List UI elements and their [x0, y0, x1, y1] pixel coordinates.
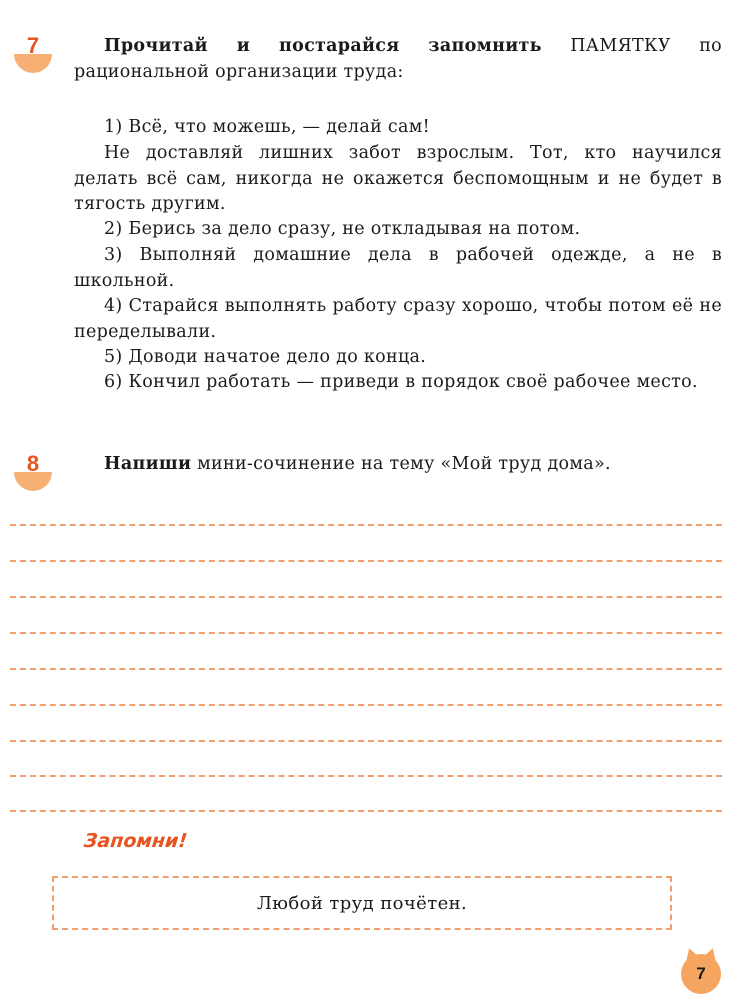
task-8-number — [14, 452, 52, 486]
memo-item-2: 2) Берись за дело сразу, не откладывая на потом. — [104, 219, 581, 239]
memo-item-3: 3) Выполняй домашние дела в рабочей одежде, а не в школьной. — [74, 245, 722, 291]
memo-item-1-explanation: Не доставляй лишних забот взрослым. Тот, кто научился делать всё сам, никогда не окажется беспомощным и не будет в тягость другим. — [74, 143, 722, 214]
task-8-intro — [74, 452, 722, 478]
writing-line[interactable] — [10, 668, 722, 670]
writing-line[interactable] — [10, 704, 722, 706]
memo-item-4: 4) Старайся выполнять работу сразу хорошо, чтобы потом её не переделывали. — [74, 296, 722, 342]
page-number: 7 — [696, 964, 706, 983]
task-7-intro — [74, 34, 722, 85]
task-7-intro-rest: ПАМЯТКУ по рациональной организации труда: — [74, 36, 722, 82]
task-7-intro-bold: Прочитай и постарайся запомнить — [104, 36, 542, 56]
page-number-badge — [681, 954, 721, 994]
writing-line[interactable] — [10, 596, 722, 598]
task-8-intro-rest: мини-сочинение на тему «Мой труд дома». — [191, 454, 611, 474]
task-8-intro-bold: Напиши — [104, 454, 192, 474]
badge-ear-icon — [702, 946, 719, 962]
writing-line[interactable] — [10, 810, 722, 812]
task-7-number-text: 7 — [26, 33, 40, 58]
memo-item-1: 1) Всё, что можешь, — делай сам! — [104, 117, 430, 137]
writing-line[interactable] — [10, 560, 722, 562]
writing-line[interactable] — [10, 740, 722, 742]
writing-line[interactable] — [10, 775, 722, 777]
rule-text: Любой труд почётен. — [256, 892, 468, 914]
memo-item-5: 5) Доводи начатое дело до конца. — [104, 347, 427, 367]
badge-ear-icon — [682, 946, 699, 962]
rule-box — [52, 876, 672, 930]
remember-heading: Запомни! — [82, 830, 189, 852]
task-7-number — [14, 34, 52, 68]
task-8-number-text: 8 — [26, 451, 40, 476]
memo-item-6: 6) Кончил работать — приведи в порядок своё рабочее место. — [104, 372, 698, 392]
writing-line[interactable] — [10, 632, 722, 634]
writing-line[interactable] — [10, 524, 722, 526]
